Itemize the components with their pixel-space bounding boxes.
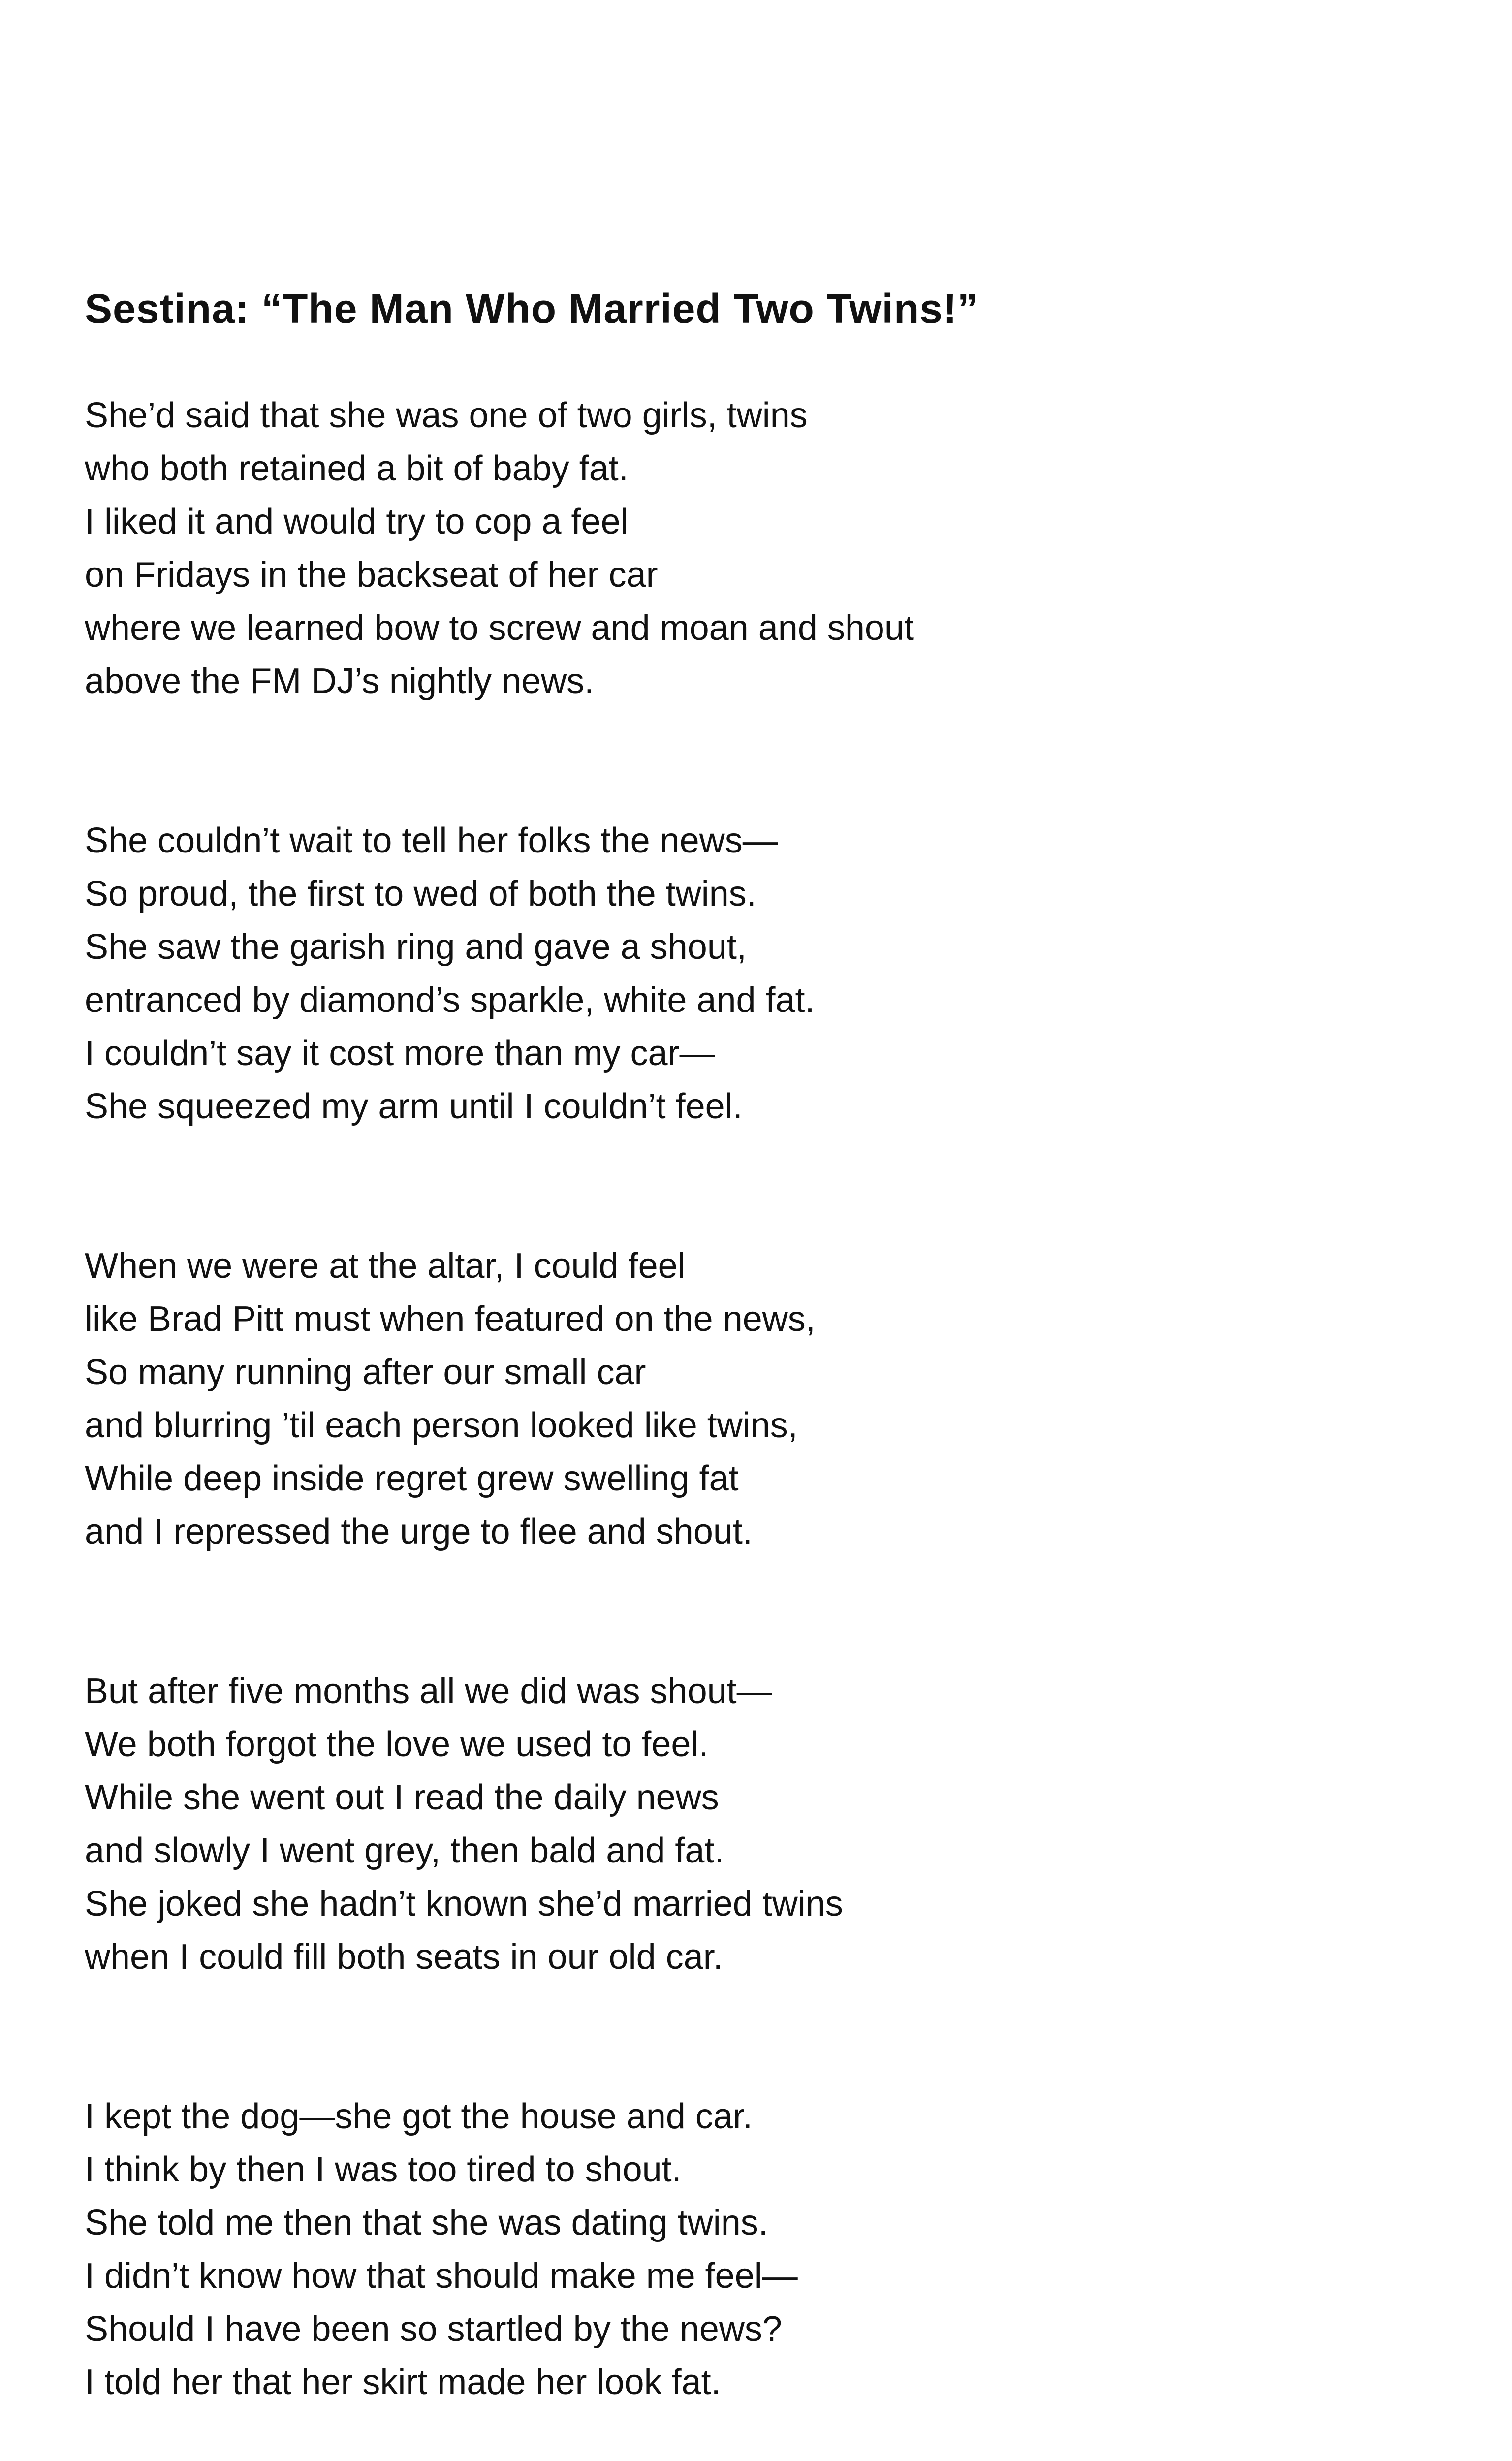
poem-line: where we learned bow to screw and moan and shout	[85, 608, 914, 648]
stanza-3	[85, 1239, 1414, 1558]
poem-body	[85, 389, 1414, 2461]
poem-line: Should I have been so startled by the news?	[85, 2309, 782, 2349]
poem-line: I kept the dog—she got the house and car.	[85, 2097, 753, 2136]
stanza-4	[85, 1665, 1414, 1984]
stanza-2	[85, 814, 1414, 1133]
poem-line: and slowly I went grey, then bald and fat.	[85, 1831, 724, 1870]
poem-line: She squeezed my arm until I couldn’t feel.	[85, 1087, 743, 1126]
poem-line: But after five months all we did was shout—	[85, 1672, 772, 1711]
poem-line: I think by then I was too tired to shout.	[85, 2150, 682, 2189]
poem-line: When we were at the altar, I could feel	[85, 1246, 686, 1286]
poem-line: I couldn’t say it cost more than my car—	[85, 1034, 715, 1073]
poem-line: She told me then that she was dating twins.	[85, 2203, 768, 2242]
poem-line: She joked she hadn’t known she’d married twins	[85, 1884, 843, 1924]
poem-line: and I repressed the urge to flee and shout.	[85, 1512, 753, 1551]
poem-line: like Brad Pitt must when featured on the news,	[85, 1299, 816, 1339]
poem-line: I told her that her skirt made her look fat.	[85, 2363, 721, 2402]
poem-line: entranced by diamond’s sparkle, white and fat.	[85, 980, 815, 1020]
stanza-1	[85, 389, 1414, 708]
stanza-5	[85, 2090, 1414, 2409]
poem-line: So many running after our small car	[85, 1353, 646, 1392]
poem-line: on Fridays in the backseat of her car	[85, 555, 658, 595]
poem-line: who both retained a bit of baby fat.	[85, 449, 629, 488]
poem-line: She couldn’t wait to tell her folks the news—	[85, 821, 778, 860]
poem-line: She saw the garish ring and gave a shout,	[85, 927, 747, 967]
poem-line: We both forgot the love we used to feel.	[85, 1725, 709, 1764]
poem-line: above the FM DJ’s nightly news.	[85, 662, 595, 701]
poem-line: While she went out I read the daily news	[85, 1778, 719, 1817]
poem-line: I didn’t know how that should make me feel—	[85, 2256, 798, 2296]
poem-line: She’d said that she was one of two girls, twins	[85, 396, 808, 435]
poem-line: I liked it and would try to cop a feel	[85, 502, 629, 541]
poem-line: While deep inside regret grew swelling fat	[85, 1459, 739, 1498]
poem-line: and blurring ’til each person looked like twins,	[85, 1406, 798, 1445]
poem-title: Sestina: “The Man Who Married Two Twins!”	[85, 285, 978, 332]
poem-line: So proud, the first to wed of both the twins.	[85, 874, 756, 914]
poem-line: when I could fill both seats in our old car.	[85, 1937, 723, 1977]
